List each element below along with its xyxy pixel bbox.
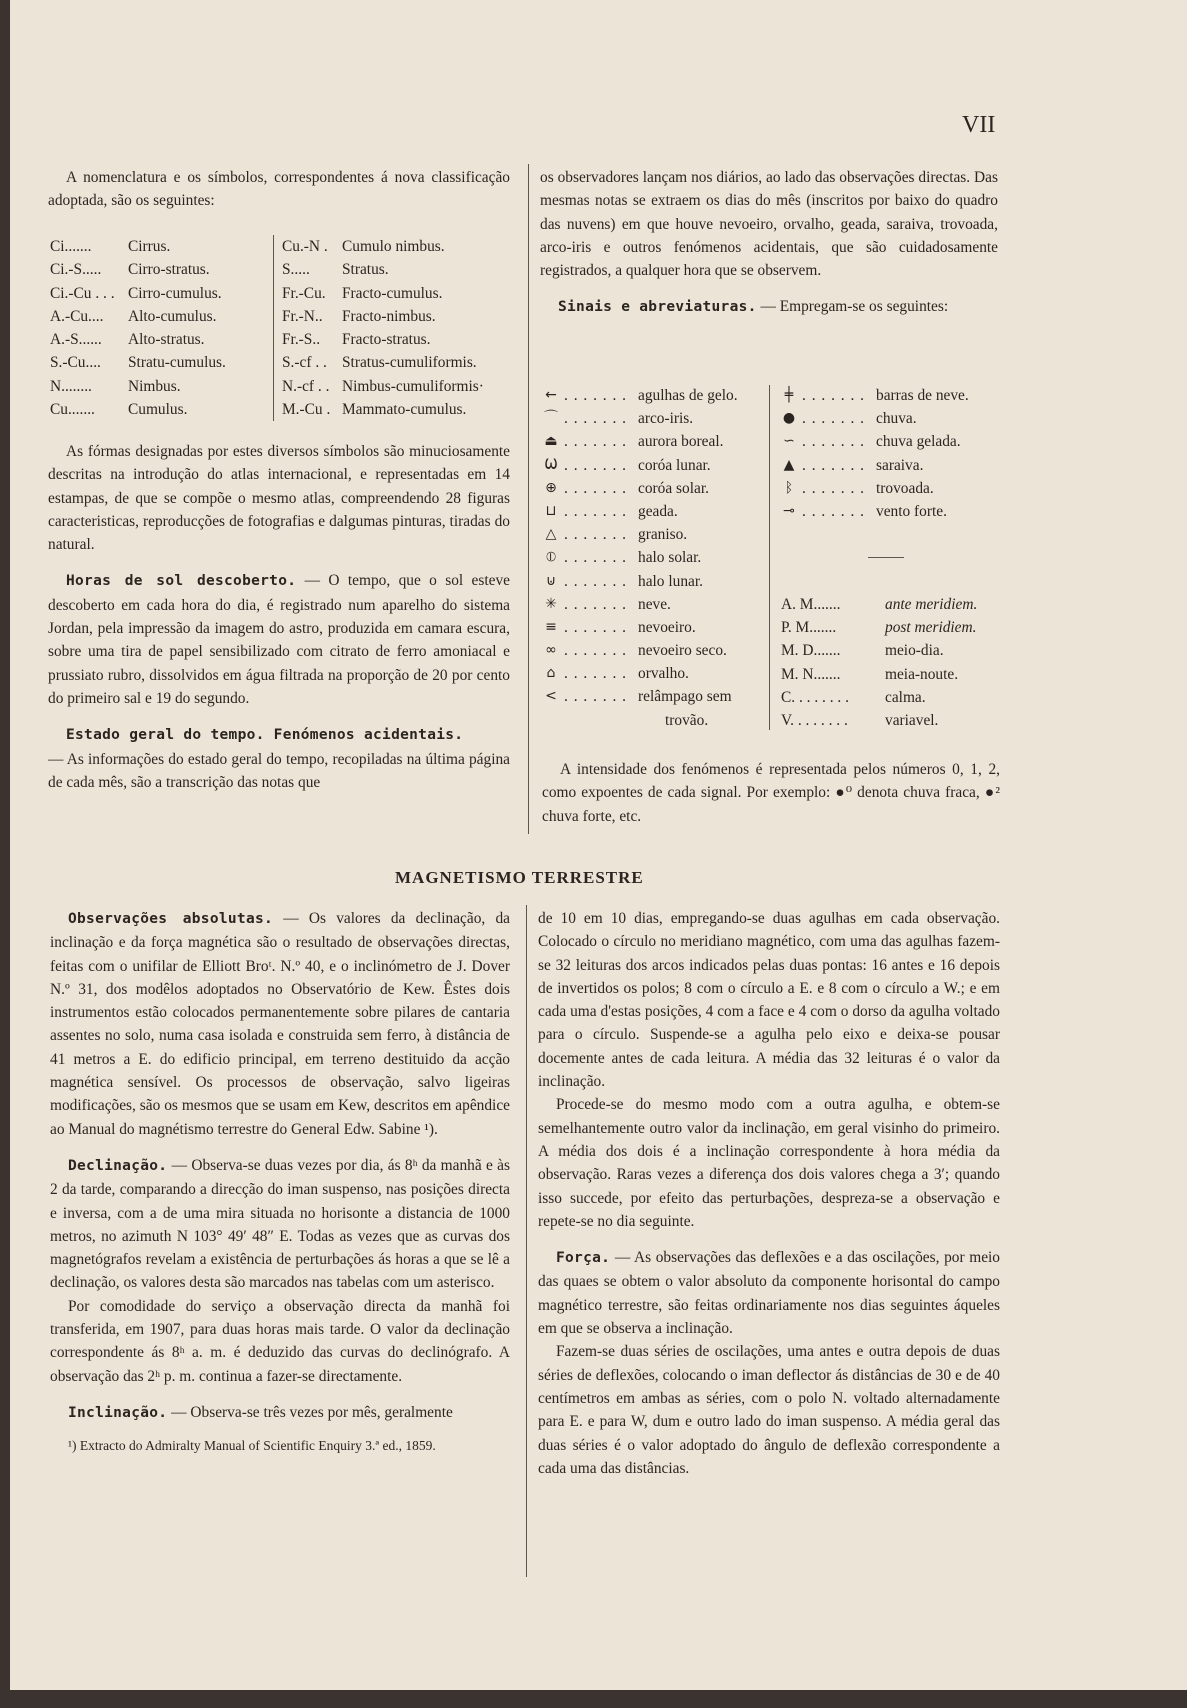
cloud-name: Cirro-stratus.: [128, 261, 210, 279]
sign-label: barras de neve.: [876, 387, 969, 404]
cloud-abbr: S.-Cu....: [50, 354, 101, 372]
cloud-abbr: Ci.-S.....: [50, 261, 102, 279]
cloud-abbr: N.-cf . .: [282, 377, 330, 395]
left-mid-column: [48, 440, 510, 794]
sinais-heading: Sinais e abreviaturas.: [558, 299, 757, 316]
left-bottom-column: [50, 907, 510, 1458]
lightning-icon: <: [545, 688, 557, 705]
right-top-column: [540, 166, 998, 320]
thunderstorm-icon: ᛒ: [784, 479, 794, 496]
cloud-name: Stratu-cumulus.: [128, 354, 226, 372]
right-bottom-column: [538, 907, 1000, 1480]
cloud-abbr: M.-Cu .: [282, 401, 331, 419]
abbreviation-row: [781, 616, 1011, 639]
section-title: MAGNETISMO TERRESTRE: [395, 868, 644, 887]
snow-icon: ✳: [545, 595, 557, 612]
declinacao-paragraph: [50, 1154, 510, 1295]
cloud-row: [282, 235, 522, 258]
sign-label: orvalho.: [638, 665, 689, 683]
sign-row: [538, 454, 770, 477]
leader-dots: . . . . . . .: [564, 433, 628, 451]
document-page: [10, 0, 1187, 1690]
abbreviation-meaning: variavel.: [885, 711, 939, 729]
sign-label: chuva.: [876, 410, 917, 428]
rainbow-arc-icon: ⌒: [544, 410, 558, 427]
obs-absolutas-heading: Observações absolutas.: [68, 911, 274, 927]
strong-wind-icon: ⊸: [783, 502, 795, 519]
frost-icon: ⊔: [545, 502, 557, 519]
procede-paragraph: Procede-se do mesmo modo com a outra agulha, e obtem-se semelhantemente outro valor da inclinação, em geral visinho do primeiro. A média dos dois é a inclinação correspondente à hora média da observação. Raras vezes a diferença dos dois valores chega a 3′; quando isso succede, por efeito das perturbações, despreza-se a observação e repete-se no dia seguinte.: [538, 1096, 1000, 1230]
lunar-corona-icon: Ѡ: [544, 456, 558, 473]
dry-fog-icon: ∞: [545, 642, 557, 659]
sign-label: agulhas de gelo.: [638, 387, 738, 404]
cloud-abbr: A.-S......: [50, 331, 102, 349]
intensity-paragraph: A intensidade dos fenómenos é representada pelos números 0, 1, 2, como expoentes de cada signal. Por exemplo: ●⁰ denota chuva fraca, ●² chuva forte, etc.: [542, 761, 1000, 825]
sign-label: aurora boreal.: [638, 433, 724, 451]
sign-label: coróa lunar.: [638, 456, 711, 474]
cloud-row: [50, 328, 275, 351]
horas-text: — O tempo, que o sol esteve descoberto em cada hora do dia, é registrado num aparelho do sistema Jordan, pela impressão da imagem do astro, produzida em camara escura, sobre uma tira de papel sensibilizado com citrato de ferro amoniacal e prussiato rubro, dissolvidos em água filtrada na proporção de 20 por cento do primeiro sal e 19 do segundo.: [48, 572, 510, 707]
sign-row: [776, 430, 1006, 453]
cloud-abbr: Fr.-S..: [282, 331, 321, 349]
abbreviation-key: M. N.......: [781, 665, 841, 683]
abbreviation-row: [781, 709, 1011, 732]
sign-row: [538, 500, 770, 523]
cloud-name: Cumulus.: [128, 401, 188, 419]
rain-icon: ●: [782, 410, 796, 427]
cloud-abbr: S.....: [282, 261, 310, 279]
cloud-row: [282, 282, 522, 305]
leader-dots: . . . . . . .: [564, 572, 628, 590]
cloud-row: [50, 305, 275, 328]
signs-left-list: [538, 384, 770, 709]
abbreviation-key: V. . . . . . . .: [781, 711, 848, 729]
signs-short-rule: [868, 557, 904, 558]
leader-dots: . . . . . . .: [802, 433, 866, 451]
leader-dots: . . . . . . .: [564, 479, 628, 497]
dew-icon: ⌂: [546, 665, 556, 682]
cloud-name: Mammato-cumulus.: [342, 401, 467, 419]
forca-text: — As observações das deflexões e a das oscilações, por meio das quaes se obtem o valor absoluto da componente horisontal do campo magnético terrestre, são feitas ordinariamente nos dias seguintes áqueles em que se observa a inclinação.: [538, 1249, 1000, 1338]
abbreviation-meaning: meia-noute.: [885, 665, 959, 683]
abbreviation-row: [781, 593, 1011, 616]
inclinacao-text: — Observa-se três vezes por mês, geralmente: [167, 1403, 453, 1421]
page-number: VII: [962, 112, 996, 138]
cloud-row: [50, 258, 275, 281]
cloud-name: Cumulo nimbus.: [342, 238, 445, 255]
leader-dots: . . . . . . .: [802, 479, 866, 497]
solar-corona-icon: ⊕: [545, 479, 557, 496]
abbreviation-row: [781, 663, 1011, 686]
sign-row: [538, 570, 770, 593]
sign-label: nevoeiro seco.: [638, 642, 727, 660]
sign-label: arco-iris.: [638, 410, 694, 428]
arrow-left-icon: ←: [545, 387, 557, 403]
obs-absolutas-paragraph: [50, 907, 510, 1141]
sign-label: nevoeiro.: [638, 618, 696, 636]
inclinacao-paragraph: [50, 1401, 510, 1425]
sleet-icon: ▲: [783, 456, 795, 473]
leader-dots: . . . . . . .: [802, 410, 866, 428]
cloud-abbr: Cu.......: [50, 401, 95, 419]
sign-row: [538, 616, 770, 639]
sign-label: trovoada.: [876, 479, 934, 497]
cloud-abbr: Ci.-Cu . . .: [50, 284, 115, 302]
sinais-paragraph: [540, 295, 998, 319]
column-rule-bottom: [526, 905, 527, 1577]
sign-row: [538, 685, 770, 708]
sign-label: halo lunar.: [638, 572, 703, 590]
cloud-abbr: N........: [50, 377, 92, 395]
sign-row: [776, 477, 1006, 500]
inclinacao-continuation: de 10 em 10 dias, empregando-se duas agulhas em cada observação. Colocado o círculo no meridiano magnético, com uma das agulhas fazem-se 32 leituras dos arcos indicados pelas duas pontas: 16 antes e 16 depois de invertidos os polos; 8 com o círculo a E. e 8 com o círculo a W.; e em cada uma d'estas posições, 4 com a face e 4 com o dorso da agulha voltado para o círculo. Suspende-se a agulha pelo eixo e deixa-se pousar docemente antes de cada leitura. A média das 32 leituras é o valor da inclinação.: [538, 910, 1000, 1091]
leader-dots: . . . . . . .: [564, 549, 628, 567]
cloud-row: [282, 351, 522, 374]
formas-paragraph: As fórmas designadas por estes diversos símbolos são minuciosamente descritas na introdução do atlas internacional, e representadas em 14 estampas, de que se compõe o mesmo atlas, compreendendo 28 figuras caracteristicas, reproducções de fotografias e dalgumas pinturas, tiradas do natural.: [48, 443, 510, 554]
cloud-name: Cirrus.: [128, 238, 171, 255]
cloud-name: Fracto-nimbus.: [342, 307, 436, 325]
cloud-row: [282, 398, 522, 421]
aurora-icon: ⏏: [544, 433, 558, 450]
column-rule-top: [528, 164, 529, 834]
sign-row: [776, 500, 1006, 523]
cloud-abbr: Fr.-Cu.: [282, 284, 326, 302]
cloud-abbr: A.-Cu....: [50, 307, 104, 325]
cloud-name: Cirro-cumulus.: [128, 284, 222, 302]
leader-dots: . . . . . . .: [802, 456, 866, 474]
leader-dots: . . . . . . .: [802, 502, 866, 520]
signs-right-list: [776, 384, 1006, 523]
cloud-abbr: Fr.-N..: [282, 307, 323, 325]
leader-dots: . . . . . . .: [564, 595, 628, 613]
cloud-row: [282, 305, 522, 328]
snow-bars-icon: ╪: [784, 387, 794, 403]
abbreviation-key: M. D.......: [781, 642, 841, 660]
cloud-row: [50, 235, 275, 258]
cloud-row: [50, 375, 275, 398]
signs-left-continuation: trovão.: [665, 712, 709, 729]
intensity-column: [542, 758, 1000, 828]
cloud-name: Fracto-stratus.: [342, 331, 431, 349]
sign-row: [538, 430, 770, 453]
cloud-name: Nimbus.: [128, 377, 181, 395]
leader-dots: . . . . . . .: [564, 526, 628, 544]
intro-paragraph: A nomenclatura e os símbolos, correspondentes á nova classificação adoptada, são os seguintes:: [48, 169, 510, 210]
cloud-name: Stratus-cumuliformis.: [342, 354, 477, 372]
sign-label: neve.: [638, 595, 671, 613]
sign-label: graniso.: [638, 526, 688, 544]
abbreviation-meaning: ante meridiem.: [885, 596, 978, 613]
estado-paragraph: [48, 723, 510, 794]
leader-dots: . . . . . . .: [564, 618, 628, 636]
solar-halo-icon: ⦶: [545, 549, 557, 566]
signs-divider: [769, 385, 770, 730]
freezing-rain-icon: ∽: [783, 433, 795, 450]
abbreviation-key: P. M.......: [781, 619, 837, 637]
abbreviation-row: [781, 686, 1011, 709]
cloud-abbr: Ci.......: [50, 238, 92, 255]
declinacao-heading: Declinação.: [68, 1157, 168, 1174]
leader-dots: . . . . . . .: [564, 502, 628, 520]
cloud-row: [50, 282, 275, 305]
cloud-list-right: [282, 235, 522, 421]
fog-icon: ≡: [545, 618, 557, 635]
cloud-row: [282, 375, 522, 398]
cloud-name: Fracto-cumulus.: [342, 284, 443, 302]
cloud-list-left: [50, 235, 275, 421]
cloud-name: Alto-stratus.: [128, 331, 205, 349]
forca-paragraph-2: Fazem-se duas séries de oscilações, uma antes e outra depois de duas séries de deflexões, colocando o iman deflector ás distâncias de 30 e de 40 centímetros em ambas as séries, com o polo N. voltado alternadamente para E. e para W, dum e outro lado do iman suspenso. A média geral das duas séries é o valor adoptado do ângulo de deflexão correspondente a cada uma das distâncias.: [538, 1343, 1000, 1477]
abbreviation-key: A. M.......: [781, 596, 841, 613]
cloud-name: Alto-cumulus.: [128, 307, 217, 325]
sign-row: [538, 477, 770, 500]
sign-label: vento forte.: [876, 502, 947, 520]
horas-heading: Horas de sol descoberto.: [66, 573, 297, 590]
sign-row: [538, 384, 770, 407]
sign-row: [776, 454, 1006, 477]
forca-paragraph: [538, 1246, 1000, 1340]
sign-label: chuva gelada.: [876, 433, 961, 451]
obs-absolutas-text: — Os valores da declinação, da inclinação e da força magnética são o resultado de observações directas, feitas com o unifilar de Elliott Broᵗ. N.º 40, e o inclinómetro de J. Dover N.º 31, dos modêlos adoptados no Observatório de Kew. Êstes dois instrumentos estão colocados permanentemente sobre pilares de cantaria assentes no solo, numa casa isolada e construida sem ferro, à distância de 41 metros a E. do edificio principal, em terreno destituido da acção magnética sensível. Os processos de observação, salvo ligeiras modificações, são os mesmos que se usam em Kew, descritos em apêndice ao Manual do magnétismo terrestre do General Edw. Sabine ¹).: [50, 910, 510, 1138]
declinacao-paragraph-2: Por comodidade do serviço a observação directa da manhã foi transferida, em 1907, para duas horas mais tarde. O valor da declinação correspondente ás 8ʰ a. m. é deduzido das curvas do declinógrafo. A observação das 2ʰ p. m. continua a fazer-se directamente.: [50, 1297, 510, 1385]
cloud-row: [50, 351, 275, 374]
lunar-halo-icon: ⊍: [545, 572, 557, 589]
horas-paragraph: [48, 569, 510, 710]
sign-row: [538, 546, 770, 569]
sign-row: [538, 662, 770, 685]
leader-dots: . . . . . . .: [564, 688, 628, 706]
estado-text: — As informações do estado geral do tempo, recopiladas na última página de cada mês, são a transcrição das notas que: [48, 750, 510, 791]
footnote: ¹) Extracto do Admiralty Manual of Scientific Enquiry 3.ª ed., 1859.: [68, 1438, 436, 1454]
leader-dots: . . . . . . .: [564, 642, 628, 660]
cloud-abbr: Cu.-N .: [282, 238, 328, 255]
abbreviation-meaning: calma.: [885, 688, 926, 706]
sign-label: relâmpago sem: [638, 688, 732, 706]
sign-row: [776, 384, 1006, 407]
abbreviation-row: [781, 639, 1011, 662]
hail-icon: △: [545, 526, 557, 543]
sign-label: geada.: [638, 502, 678, 520]
observadores-paragraph: os observadores lançam nos diários, ao lado das observações directas. Das mesmas notas se extraem os dias do mês (inscritos por baixo do quadro das nuvens) em que houve nevoeiro, orvalho, geada, saraiva, trovoada, arco-iris e outros fenómenos acidentais, que são cuidadosamente registrados, a qualquer hora que se observem.: [540, 169, 998, 280]
sign-row: [538, 407, 770, 430]
sign-row: [538, 523, 770, 546]
forca-heading: Força.: [556, 1250, 611, 1267]
leader-dots: . . . . . . .: [564, 387, 628, 404]
cloud-row: [50, 398, 275, 421]
cloud-row: [282, 328, 522, 351]
abbreviation-key: C. . . . . . . .: [781, 688, 849, 706]
leader-dots: . . . . . . .: [564, 456, 628, 474]
abbreviation-list: [781, 593, 1011, 732]
cloud-name: Nimbus-cumuliformis·: [342, 377, 484, 395]
sign-row: [776, 407, 1006, 430]
cloud-row: [282, 258, 522, 281]
sinais-text: — Empregam-se os seguintes:: [756, 298, 949, 316]
sign-label: coróa solar.: [638, 479, 709, 497]
cloud-name: Stratus.: [342, 261, 389, 279]
sign-row: [538, 593, 770, 616]
abbreviation-meaning: post meridiem.: [885, 619, 977, 637]
abbreviation-meaning: meio-dia.: [885, 642, 944, 660]
sign-label: saraiva.: [876, 456, 924, 474]
estado-heading: Estado geral do tempo. Fenómenos acidentais.: [66, 727, 464, 744]
cloud-table-divider: [273, 235, 274, 421]
sign-label: halo solar.: [638, 549, 702, 567]
leader-dots: . . . . . . .: [802, 387, 866, 404]
declinacao-text: — Observa-se duas vezes por dia, ás 8ʰ da manhã e às 2 da tarde, comparando a direcção do iman suspenso, nas posições directa e inversa, com a de uma mira situada no horisonte a distancia de 1000 metros, no azimuth N 103° 49′ 48″ E. Todas as vezes que as curvas dos magnetógrafos revelam a existência de perturbações ás horas a que se lê a declinação, os valores desta são marcados nas tabelas com um asterisco.: [50, 1156, 510, 1292]
inclinacao-heading: Inclinação.: [68, 1404, 168, 1421]
leader-dots: . . . . . . .: [564, 410, 628, 428]
cloud-abbr: S.-cf . .: [282, 354, 327, 372]
leader-dots: . . . . . . .: [564, 665, 628, 683]
sign-row: [538, 639, 770, 662]
left-top-column: [48, 166, 510, 213]
